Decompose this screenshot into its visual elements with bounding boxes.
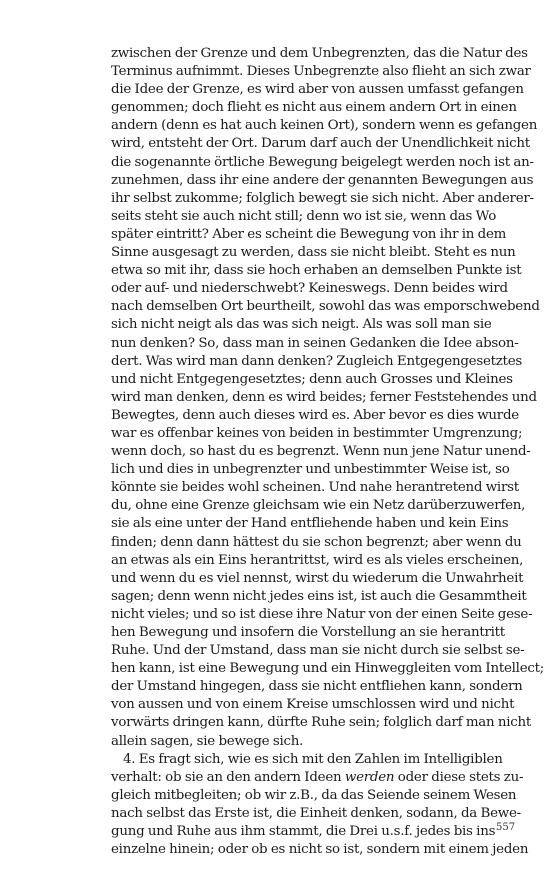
text-line: die sogenannte örtliche Bewegung beigelegt werden noch ist an- xyxy=(111,154,534,170)
text-line: sich nicht neigt als das was sich neigt. Als was soll man sie xyxy=(111,317,492,333)
text-fragment: oder diese stets zu- xyxy=(394,769,524,785)
text-line: wird man denken, denn es wird beides; ferner Feststehendes und xyxy=(111,389,537,405)
text-line: dert. Was wird man dann denken? Zugleich Entgegengesetztes xyxy=(111,353,522,369)
text-line: zwischen der Grenze und dem Unbegrenzten, das die Natur des xyxy=(111,46,528,61)
text-fragment: verhalt: ob sie an den andern Ideen xyxy=(111,769,345,785)
page-number: 557 xyxy=(496,822,516,833)
text-line: allein sagen, sie bewege sich. xyxy=(111,733,304,749)
text-line: von aussen und von einem Kreise umschlossen wird und nicht xyxy=(111,697,515,713)
text-line: und wenn du es viel nennst, wirst du wiederum die Unwahrheit xyxy=(111,570,524,586)
text-line: etwa so mit ihr, dass sie hoch erhaben an demselben Punkte ist xyxy=(111,263,522,279)
text-line-with-emphasis xyxy=(111,769,524,787)
text-line: finden; denn dann hättest du sie schon begrenzt; aber wenn du xyxy=(111,534,522,550)
text-line: einzelne hinein; oder ob es nicht so ist, sondern mit einem jeden xyxy=(111,842,529,858)
text-line: Sinne ausgesagt zu werden, dass sie nicht bleibt. Steht es nun xyxy=(111,245,516,261)
text-line: andern (denn es hat auch keinen Ort), sondern wenn es gefangen xyxy=(111,118,538,134)
text-line: Terminus aufnimmt. Dieses Unbegrenzte also flieht an sich zwar xyxy=(111,64,531,80)
text-line: sie als eine unter der Hand entfliehende haben und kein Eins xyxy=(111,516,509,532)
text-line: sagen; denn wenn nicht jedes eins ist, ist auch die Gesammtheit xyxy=(111,588,527,604)
text-line: wenn doch, so hast du es begrenzt. Wenn nun jene Natur unend- xyxy=(111,444,531,460)
text-line: Bewegtes, denn auch dieses wird es. Aber bevor es dies wurde xyxy=(111,407,519,423)
text-line: vorwärts dringen kann, dürfte Ruhe sein; folglich darf man nicht xyxy=(111,715,532,731)
emphasized-word: werden xyxy=(344,769,395,785)
text-line: gung und Ruhe aus ihm stammt, die Drei u.s.f. jedes bis ins xyxy=(111,824,496,840)
text-line: an etwas als ein Eins herantrittst, wird es als vieles erscheinen, xyxy=(111,552,524,568)
text-line: du, ohne eine Grenze gleichsam wie ein Netz darüberzuwerfen, xyxy=(111,498,526,514)
text-line: nach selbst das Erste ist, die Einheit denken, sodann, da Bewe- xyxy=(111,805,521,821)
text-line: hen Bewegung und insofern die Vorstellung an sie herantritt xyxy=(111,625,505,640)
text-line: Ruhe. Und der Umstand, dass man sie nicht durch sie selbst se- xyxy=(111,643,525,659)
section-4-first-line: 4. Es fragt sich, wie es sich mit den Zahlen im Intelligiblen xyxy=(123,751,503,767)
text-line: war es offenbar keines von beiden in bestimmter Umgrenzung; xyxy=(111,425,523,441)
text-line: wird, entsteht der Ort. Darum darf auch der Unendlichkeit nicht xyxy=(111,136,530,152)
text-line: gleich mitbegleiten; ob wir z.B., da das Seiende seinem Wesen xyxy=(111,787,517,803)
text-line: lich und dies in unbegrenzter und unbestimmter Weise ist, so xyxy=(111,462,510,478)
text-line: nicht vieles; und so ist diese ihre Natur von der einen Seite gese- xyxy=(111,606,533,622)
text-line: die Idee der Grenze, es wird aber von aussen umfasst gefangen xyxy=(111,82,524,98)
text-line: hen kann, ist eine Bewegung und ein Hinweggleiten vom Intellect; xyxy=(111,661,545,677)
text-line: oder auf- und niederschwebt? Keineswegs. Denn beides wird xyxy=(111,281,508,297)
text-line: nach demselben Ort beurtheilt, sowohl das was emporschwebend xyxy=(111,299,540,315)
text-line: nun denken? So, dass man in seinen Gedanken die Idee abson- xyxy=(111,335,519,351)
text-line: seits steht sie auch nicht still; denn wo ist sie, wenn das Wo xyxy=(111,208,497,224)
text-line: der Umstand hingegen, dass sie nicht entfliehen kann, sondern xyxy=(111,679,523,695)
text-line: und nicht Entgegengesetztes; denn auch Grosses und Kleines xyxy=(111,371,513,387)
text-line: ihr selbst zukomme; folglich bewegt sie sich nicht. Aber anderer- xyxy=(111,190,534,206)
text-line: später eintritt? Aber es scheint die Bewegung von ihr in dem xyxy=(111,226,507,242)
text-line: könnte sie beides wohl scheinen. Und nahe herantretend wirst xyxy=(111,480,519,496)
text-line: genommen; doch flieht es nicht aus einem andern Ort in einen xyxy=(111,100,517,116)
text-line: zunehmen, dass ihr eine andere der genannten Bewegungen aus xyxy=(111,172,534,188)
